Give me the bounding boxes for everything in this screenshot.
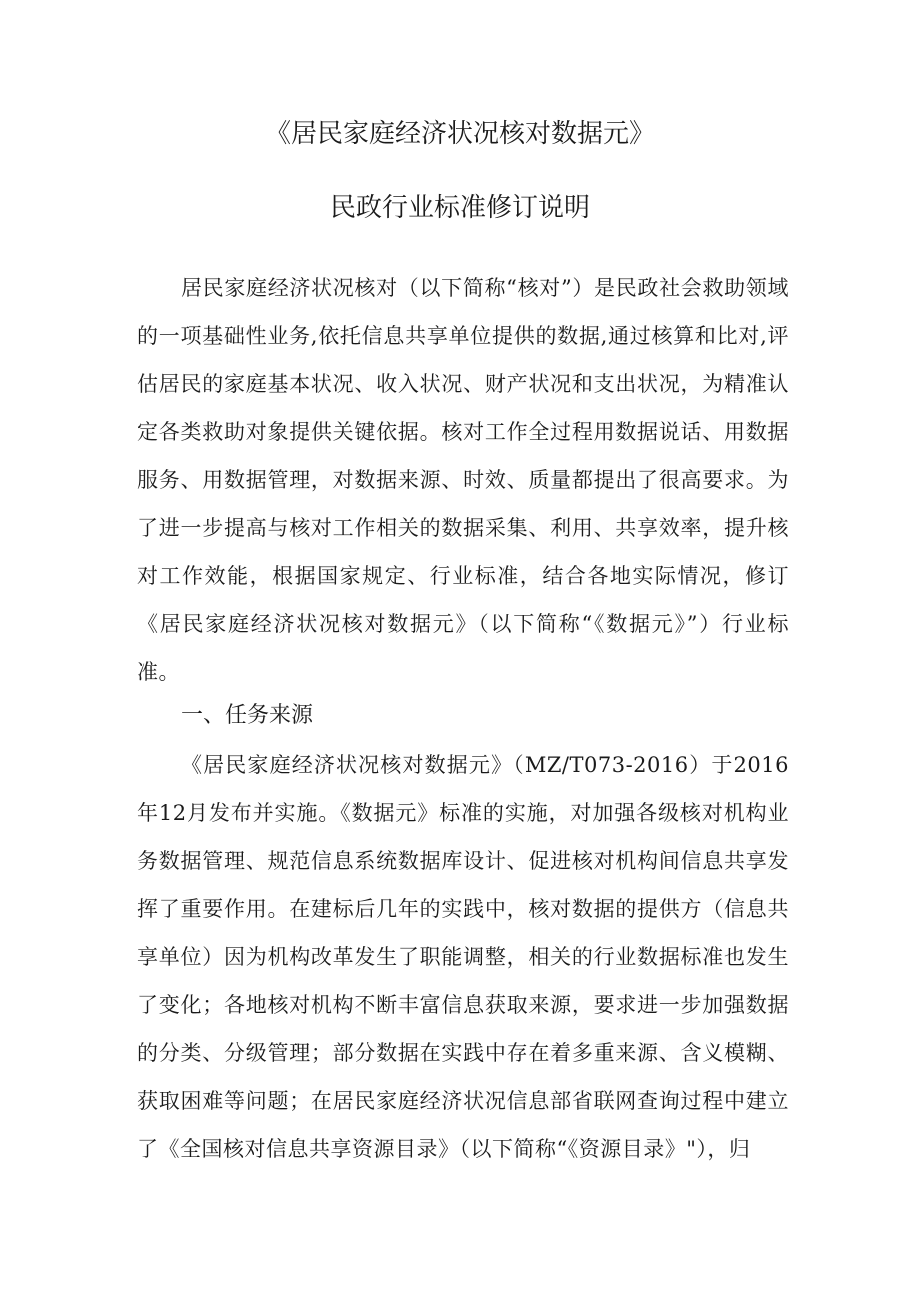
task-source-paragraph: 《居民家庭经济状况核对数据元》（MZ/T073-2016）于2016年12月发布并实施。《数据元》标准的实施，对加强各级核对机构业务数据管理、规范信息系统数据库设计、促进核对机构间信息共享发挥了重要作用。在建标后几年的实践中，核对数据的提供方（信息共享单位）因为机构改革发生了职能调整，相关的行业数据标准也发生了变化；各地核对机构不断丰富信息获取来源，要求进一步加强数据的分类、分级管理；部分数据在实践中存在着多重来源、含义模糊、获取困难等问题；在居民家庭经济状况信息部省联网查询过程中建立了《全国核对信息共享资源目录》（以下简称“《资源目录》"），归 (137, 753, 789, 1161)
document-title: 《居民家庭经济状况核对数据元》 (264, 119, 655, 149)
section-heading-task-source: 一、任务来源 (181, 703, 314, 728)
document-subtitle: 民政行业标准修订说明 (329, 193, 590, 223)
intro-paragraph: 居民家庭经济状况核对（以下简称“核对”）是民政社会救助领域的一项基础性业务,依托信息共享单位提供的数据,通过核算和比对,评估居民的家庭基本状况、收入状况、财产状况和支出状况，为精准认定各类救助对象提供关键依据。核对工作全过程用数据说话、用数据服务、用数据管理，对数据来源、时效、质量都提出了很高要求。为了进一步提高与核对工作相关的数据采集、利用、共享效率，提升核对工作效能，根据国家规定、行业标准，结合各地实际情况，修订《居民家庭经济状况核对数据元》（以下简称“《数据元》”）行业标准。 (137, 276, 789, 684)
